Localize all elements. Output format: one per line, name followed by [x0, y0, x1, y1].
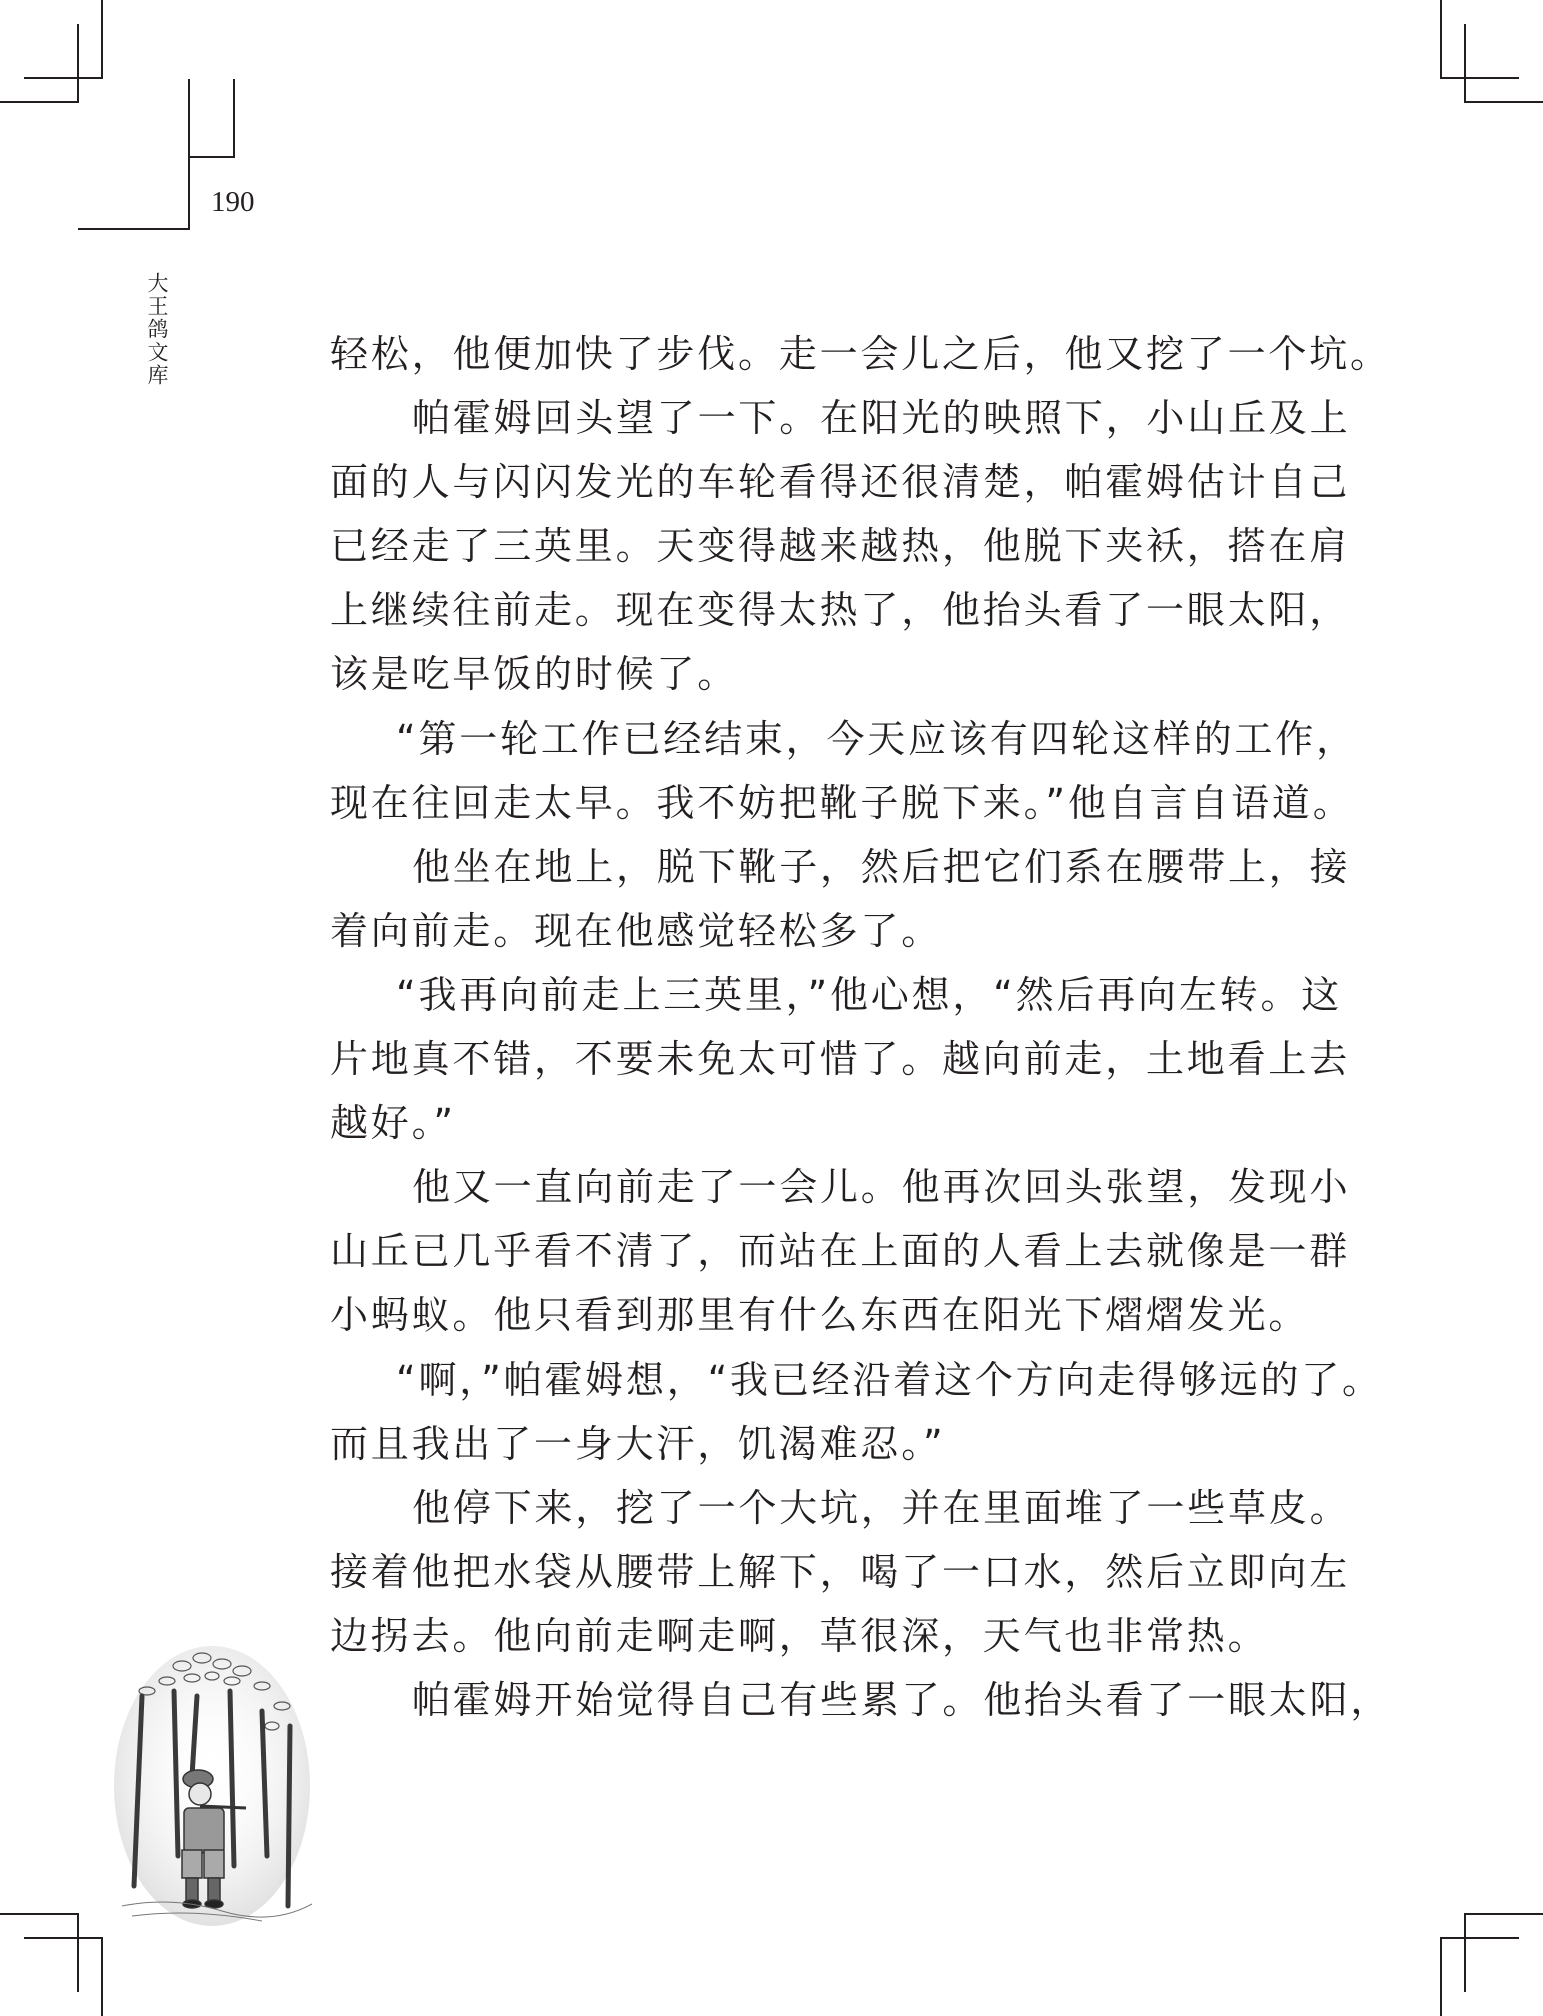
- text-line: 轻松，他便加快了步伐。走一会儿之后，他又挖了一个坑。: [330, 332, 1391, 376]
- text-line: “第一轮工作已经结束，今天应该有四轮这样的工作，: [396, 716, 1357, 761]
- crop-mark: [1464, 101, 1543, 103]
- crop-mark: [24, 1937, 103, 1939]
- crop-mark: [1440, 1937, 1442, 2016]
- text-line: 而且我出了一身大汗，饥渴难忍。”: [330, 1421, 946, 1466]
- text-line: 面的人与闪闪发光的车轮看得还很清楚，帕霍姆估计自己: [330, 460, 1351, 505]
- body-text: [330, 322, 1392, 1732]
- text-line: 边拐去。他向前走啊走啊，草很深，天气也非常热。: [330, 1613, 1269, 1658]
- page-number: 190: [211, 186, 255, 218]
- text-line: 接着他把水袋从腰带上解下，喝了一口水，然后立即向左: [330, 1549, 1351, 1594]
- crop-mark: [1464, 24, 1466, 103]
- crop-mark: [101, 1937, 103, 2016]
- crop-mark: [1440, 77, 1519, 79]
- text-line: 山丘已几乎看不清了，而站在上面的人看上去就像是一群: [330, 1229, 1351, 1274]
- crop-mark: [77, 1913, 79, 1992]
- crop-mark: [101, 0, 103, 79]
- crop-mark: [24, 77, 103, 79]
- crop-mark: [1464, 1913, 1543, 1915]
- text-line: 他坐在地上，脱下靴子，然后把它们系在腰带上，接: [412, 844, 1351, 889]
- text-line: 越好。”: [330, 1101, 456, 1146]
- trim-mark: [233, 79, 235, 158]
- text-line: “我再向前走上三英里，”他心想，“然后再向左转。这: [396, 972, 1343, 1017]
- series-label: 大王鸽文库: [145, 272, 169, 387]
- crop-mark: [0, 101, 79, 103]
- text-line: 片地真不错，不要未免太可惜了。越向前走，土地看上去: [330, 1037, 1351, 1082]
- crop-mark: [77, 24, 79, 103]
- crop-mark: [1440, 1937, 1519, 1939]
- text-line: 已经走了三英里。天变得越来越热，他脱下夹袄，搭在肩: [330, 524, 1351, 569]
- text-line: 着向前走。现在他感觉轻松多了。: [330, 908, 943, 953]
- text-line: 该是吃早饭的时候了。: [330, 652, 739, 697]
- boy-with-flute-illustration: [112, 1636, 316, 1928]
- crop-mark: [0, 1913, 79, 1915]
- text-line: 他停下来，挖了一个大坑，并在里面堆了一些草皮。: [412, 1485, 1351, 1530]
- text-line: 上继续往前走。现在变得太热了，他抬头看了一眼太阳，: [330, 588, 1351, 633]
- text-line: 帕霍姆开始觉得自己有些累了。他抬头看了一眼太阳，: [412, 1677, 1392, 1722]
- text-line: 帕霍姆回头望了一下。在阳光的映照下，小山丘及上: [412, 396, 1351, 441]
- text-line: 现在往回走太早。我不妨把靴子脱下来。”他自言自语道。: [330, 780, 1354, 825]
- crop-mark: [1464, 1913, 1466, 1992]
- trim-mark: [188, 79, 190, 230]
- crop-mark: [1440, 0, 1442, 79]
- trim-mark: [188, 156, 235, 158]
- text-line: 他又一直向前走了一会儿。他再次回头张望，发现小: [412, 1165, 1351, 1210]
- text-line: “啊，”帕霍姆想，“我已经沿着这个方向走得够远的了。: [396, 1357, 1383, 1402]
- trim-mark: [78, 228, 190, 230]
- text-line: 小蚂蚁。他只看到那里有什么东西在阳光下熠熠发光。: [330, 1293, 1310, 1338]
